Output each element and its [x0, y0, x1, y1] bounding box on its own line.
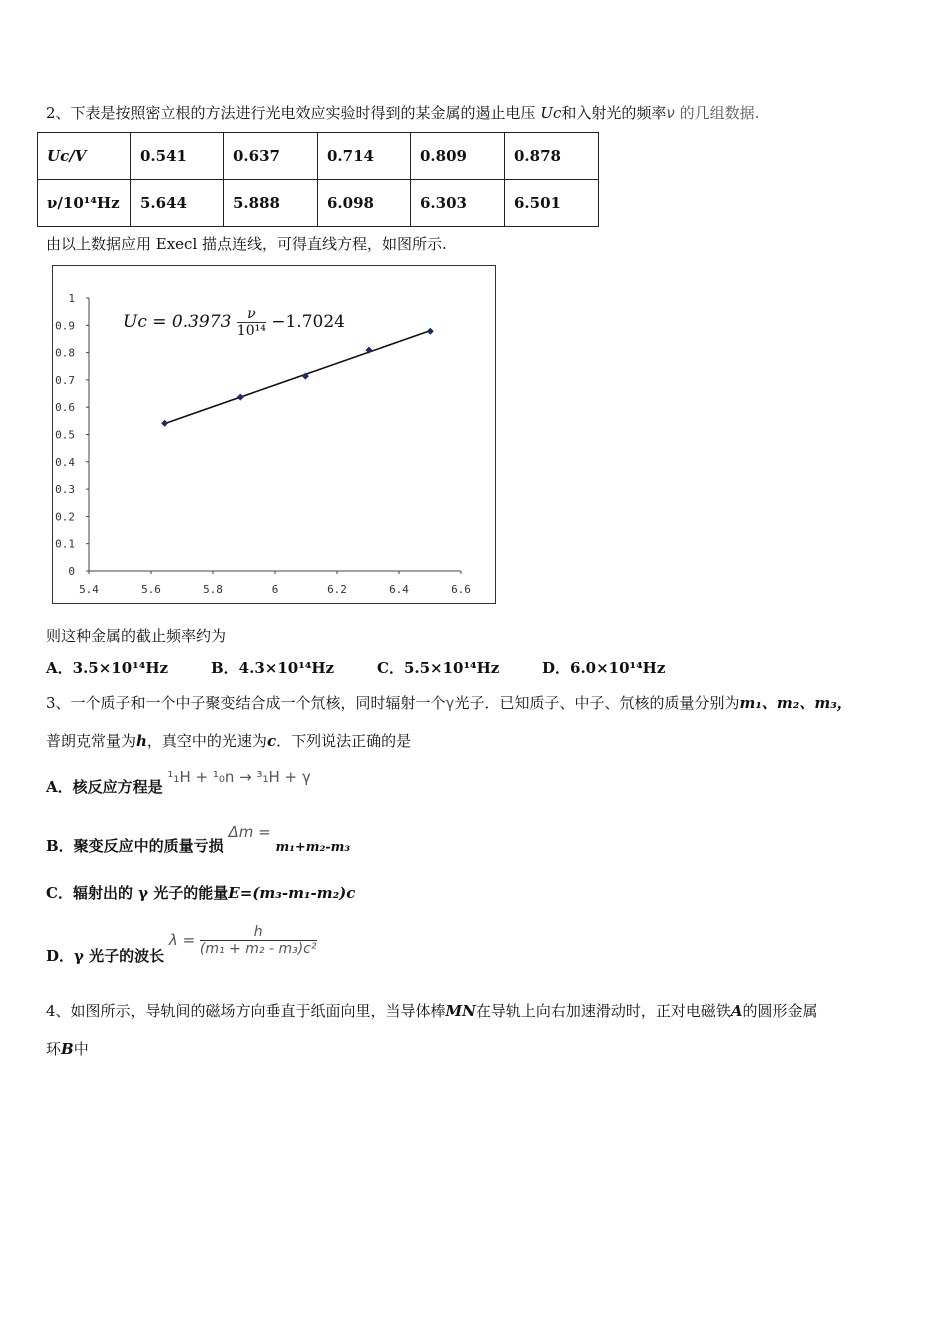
x-tick-label: 5.8 — [203, 583, 223, 596]
q2-question: 则这种金属的截止频率约为 — [46, 627, 227, 645]
data-point — [237, 394, 244, 401]
q4-stem-line1: 4、如图所示，导轨间的磁场方向垂直于纸面向里，当导体棒MN在导轨上向右加速滑动时，正对电磁铁A的圆形金属 — [46, 1002, 818, 1020]
excel-line: 由以上数据应用 Execl 描点连线，可得直线方程，如图所示. — [46, 235, 447, 253]
y-tick-label: 1 — [68, 292, 75, 305]
y-tick-label: 0.2 — [55, 510, 75, 524]
reaction-equation: ¹₁H + ¹₀n → ³₁H + γ — [167, 768, 311, 786]
y-tick-label: 0.9 — [55, 319, 75, 333]
x-tick-label: 6.4 — [389, 583, 409, 596]
uc-symbol: Uc — [540, 104, 562, 122]
y-tick-label: 0 — [68, 565, 75, 578]
y-tick-label: 0.3 — [55, 483, 75, 497]
q2-stem: 2、下表是按照密立根的方法进行光电效应实验时得到的某金属的遏止电压 Uc和入射光的频率ν 的几组数据. — [46, 104, 760, 122]
trend-equation: Uc = 0.3973 $\frac{\nu}{\text{10¹⁴}}$ −1.7024 — [123, 306, 345, 339]
q2-option-c: C．5.5×10¹⁴Hz — [377, 659, 500, 677]
table-header-nu: ν/10¹⁴Hz — [38, 180, 131, 227]
q3-stem-line2: 普朗克常量为h，真空中的光速为c．下列说法正确的是 — [46, 732, 412, 750]
x-tick-label: 6.2 — [327, 583, 347, 596]
q4-stem-line2: 环B中 — [46, 1040, 89, 1058]
x-tick-label: 5.6 — [141, 583, 161, 596]
table-row: Uc/V 0.541 0.637 0.714 0.809 0.878 — [38, 133, 599, 180]
y-tick-label: 0.5 — [55, 428, 75, 442]
y-tick-label: 0.8 — [55, 346, 75, 360]
x-tick-label: 6 — [271, 583, 279, 596]
y-tick-label: 0.7 — [55, 373, 75, 387]
table-header-uc: Uc/V — [38, 133, 131, 180]
y-tick-label: 0.4 — [55, 455, 75, 469]
q3-option-c: C．辐射出的 γ 光子的能量E=(m₃-m₁-m₂)c — [46, 884, 356, 902]
q3-option-a: A．核反应方程是 ¹₁H + ¹₀n → ³₁H + γ — [46, 768, 311, 796]
y-tick-label: 0.6 — [55, 401, 75, 415]
x-tick-label: 6.6 — [451, 583, 471, 596]
q2-option-b: B．4.3×10¹⁴Hz — [211, 659, 335, 677]
q3-option-d: D．γ 光子的波长 λ = $\frac{h}{\text{(m₁ + m₂ - m₃)c²}}$ — [46, 924, 317, 965]
x-tick-label: 5.4 — [79, 583, 99, 596]
q3-stem-line1: 3、一个质子和一个中子聚变结合成一个氘核，同时辐射一个γ光子．已知质子、中子、氘核的质量分别为m₁、m₂、m₃， — [46, 694, 852, 712]
data-table — [37, 132, 599, 227]
q2-option-a: A．3.5×10¹⁴Hz — [46, 659, 169, 677]
data-point — [161, 420, 168, 427]
q2-option-d: D．6.0×10¹⁴Hz — [542, 659, 666, 677]
data-point — [427, 328, 434, 335]
wavelength-fraction: $\frac{h}{\text{(m₁ + m₂ - m₃)c²}}$ — [199, 924, 317, 957]
chart-frame — [52, 265, 496, 604]
y-tick-label: 0.1 — [55, 537, 75, 551]
q3-option-b: B．聚变反应中的质量亏损 Δm = m₁+m₂-m₃ — [46, 823, 351, 855]
table-row: ν/10¹⁴Hz 5.644 5.888 6.098 6.303 6.501 — [38, 180, 599, 227]
trend-line — [165, 331, 431, 424]
